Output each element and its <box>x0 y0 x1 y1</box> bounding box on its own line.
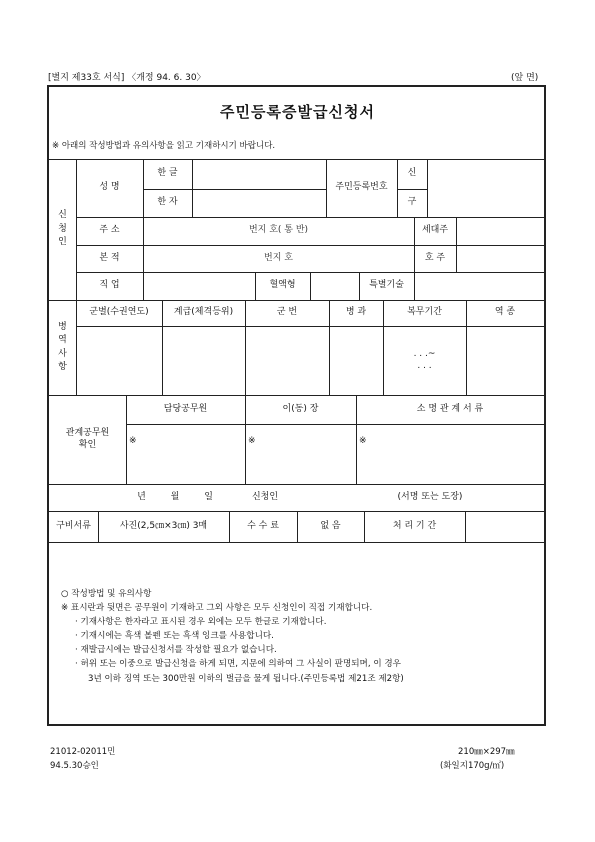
military-header-service-number: 군 번 <box>276 307 298 318</box>
paper-size: 210㎜×297㎜ <box>458 747 515 757</box>
confirm-documents-mark: ※ <box>359 436 367 446</box>
fee-value: 없 음 <box>320 520 341 531</box>
military-header-rank: 계급(체격등위) <box>173 307 234 318</box>
instruction-line: · 재발급시에는 발급신청서를 작성할 필요가 없습니다. <box>75 645 277 655</box>
page-side-label: (앞 면) <box>511 73 539 83</box>
instruction-line: · 허위 또는 이중으로 발급신청을 하게 되면, 지문에 의하여 그 사실이 판명되며, 이 경우 <box>75 659 401 669</box>
domicile-label: 본 적 <box>99 252 120 263</box>
processing-period-label: 처 리 기 간 <box>392 520 437 531</box>
instruction-line: · 기재사항은 한자라고 표시된 경우 외에는 모두 한글로 기재합니다. <box>75 617 327 627</box>
special-skill-field[interactable] <box>414 272 544 300</box>
new-number-label: 신 <box>407 168 417 179</box>
period-start-dots: . . .~ <box>413 349 436 360</box>
notice-text: ※ 아래의 작성방법과 유의사항을 읽고 기재하시기 바랍니다. <box>52 141 276 151</box>
form-number: [별지 제33호 서식] 〈개정 94. 6. 30〉 <box>48 73 206 83</box>
date-fields[interactable]: 년 월 일 <box>137 491 213 502</box>
household-head-field[interactable] <box>456 217 544 245</box>
blood-type-label: 혈액형 <box>269 280 296 291</box>
hangul-name-field[interactable] <box>192 159 326 189</box>
registration-number-label: 주민등록번호 <box>335 182 388 193</box>
domicile-field[interactable]: 번지 호 <box>264 252 293 263</box>
military-period-field[interactable] <box>383 326 466 395</box>
family-head-field[interactable] <box>456 245 544 272</box>
military-rank-field[interactable] <box>162 326 245 395</box>
applicant-sign-label: 신청인 <box>251 491 279 502</box>
hanja-label: 한 자 <box>157 197 178 208</box>
address-field[interactable]: 번지 호( 통 반) <box>248 225 309 236</box>
military-header-branch: 군별(수권연도) <box>89 307 149 318</box>
occupation-label: 직 업 <box>99 280 120 291</box>
new-number-field[interactable] <box>427 159 544 189</box>
military-header-service-type: 역 종 <box>494 307 516 318</box>
blood-type-field[interactable] <box>310 272 359 300</box>
hangul-label: 한 글 <box>157 168 178 179</box>
confirm-chief-mark: ※ <box>248 436 256 446</box>
approval-date: 94.5.30승인 <box>50 761 99 771</box>
applicant-section-label: 신청인 <box>58 210 67 248</box>
occupation-field[interactable] <box>143 272 255 300</box>
hanja-name-field[interactable] <box>192 189 326 217</box>
official-confirm-label: 관계공무원확인 <box>65 428 110 450</box>
form-code: 21012-02011민 <box>50 747 116 757</box>
family-head-label: 호 주 <box>424 252 446 263</box>
old-number-label: 구 <box>407 197 417 208</box>
instructions-heading: ○ 작성방법 및 유의사항 <box>61 589 152 599</box>
processing-period-field[interactable] <box>465 511 544 542</box>
photo-requirement: 사진(2,5㎝×3㎝) 3매 <box>119 520 208 531</box>
instruction-line: 3년 이하 징역 또는 300만원 이하의 벌금을 물게 됩니다.(주민등록법 제21조 제2항) <box>88 674 404 684</box>
military-branch-field[interactable] <box>76 326 162 395</box>
required-docs-label: 구비서류 <box>56 520 91 531</box>
military-header-service-period: 복무기간 <box>407 307 442 318</box>
instruction-line: · 기재시에는 흑색 볼펜 또는 흑색 잉크를 사용합니다. <box>75 631 274 641</box>
paper-weight: (화일지170g/㎡) <box>440 761 505 771</box>
special-skill-label: 특별기술 <box>369 280 404 291</box>
confirm-officer-header: 담당공무원 <box>163 403 208 414</box>
military-section-label: 병역사항 <box>58 321 67 372</box>
confirm-documents-header: 소 명 관 계 서 류 <box>416 403 484 414</box>
page-title: 주민등록증발급신청서 <box>220 103 375 121</box>
confirm-officer-mark: ※ <box>129 436 137 446</box>
name-label: 성 명 <box>99 182 120 193</box>
fee-label: 수 수 료 <box>247 520 279 531</box>
household-head-label: 세대주 <box>421 225 449 236</box>
military-header-specialty: 병 과 <box>345 307 367 318</box>
military-number-field[interactable] <box>245 326 329 395</box>
address-label: 주 소 <box>99 225 120 236</box>
period-end-dots: . . . <box>417 360 432 371</box>
instruction-line: ※ 표시란과 뒷면은 공무원이 기재하고 그외 사항은 모두 신청인이 직접 기재합니다. <box>61 603 373 613</box>
old-number-field[interactable] <box>427 189 544 217</box>
signature-note[interactable]: (서명 또는 도장) <box>397 491 463 502</box>
military-type-field[interactable] <box>466 326 544 395</box>
confirm-chief-header: 이(동) 장 <box>282 403 319 414</box>
military-specialty-field[interactable] <box>329 326 383 395</box>
